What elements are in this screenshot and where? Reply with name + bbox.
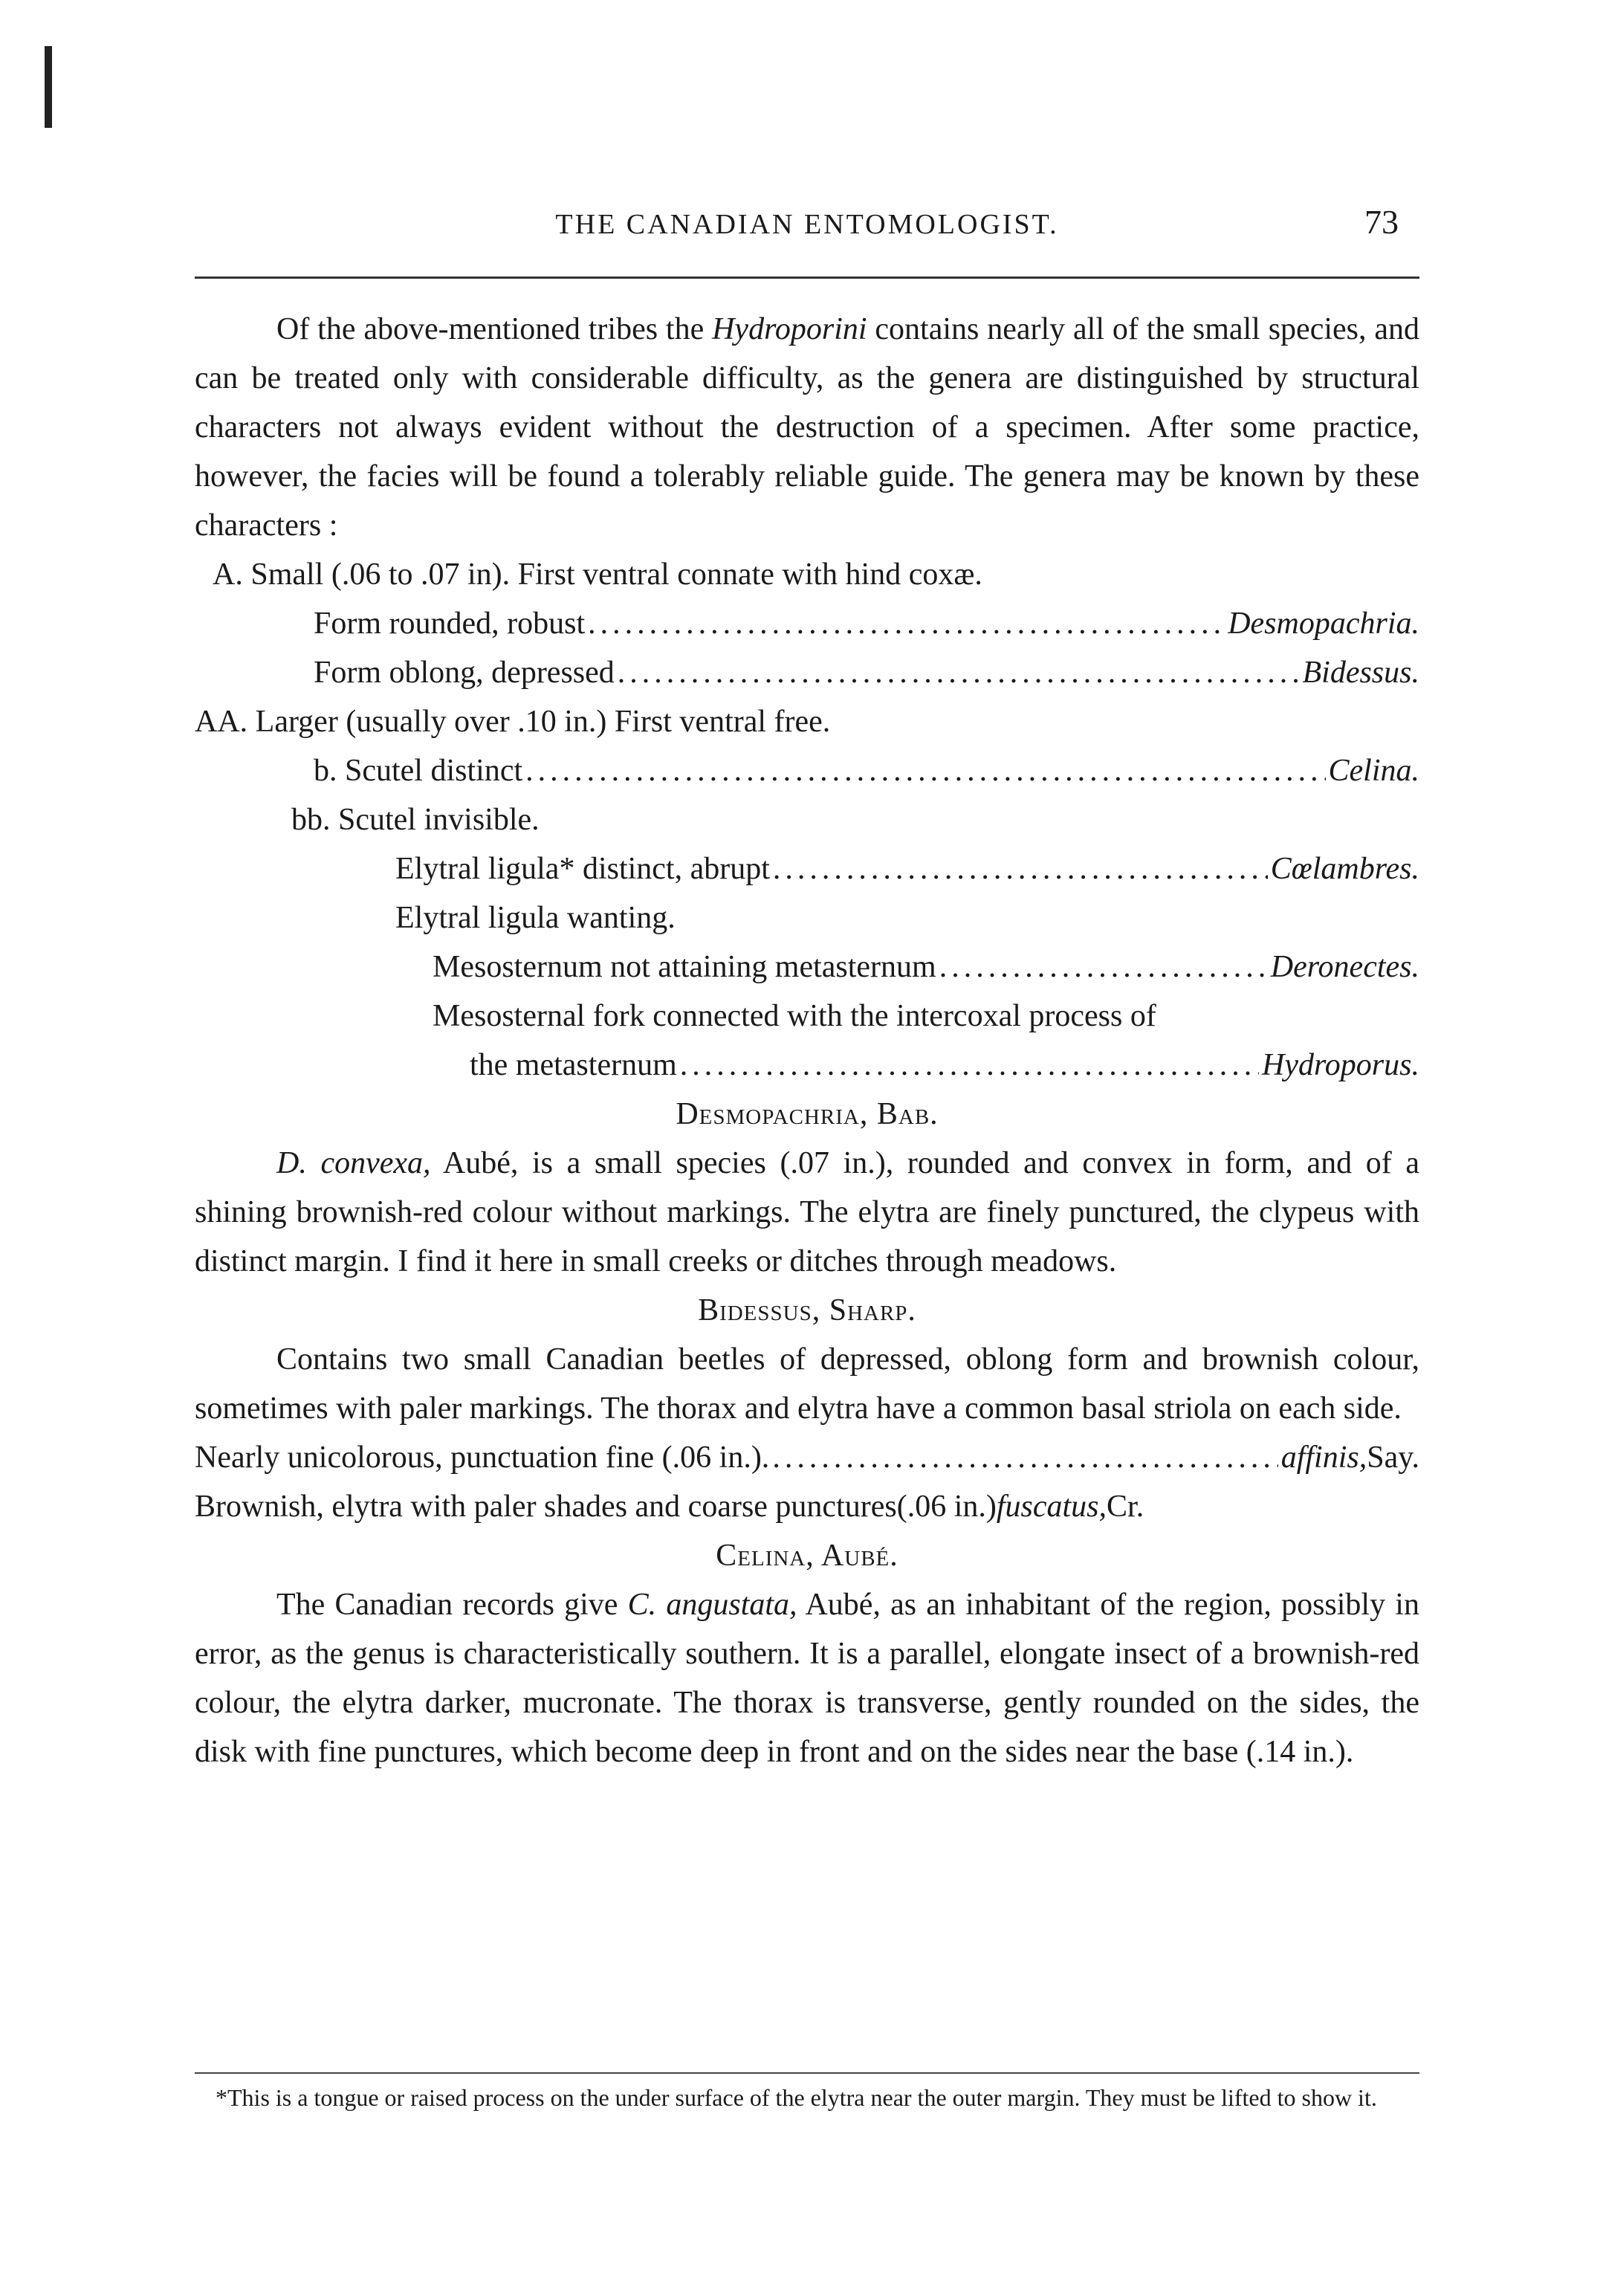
key-label: Form oblong, depressed: [314, 656, 615, 690]
key-couplet-aa: AA. Larger (usually over .10 in.) First ventral free.: [195, 705, 831, 739]
section-heading-desmopachria: Desmopachria, Bab.: [676, 1097, 939, 1131]
bidessus-entry-affinis: [195, 1433, 1419, 1482]
journal-title: THE CANADIAN ENTOMOLOGIST.: [555, 209, 1059, 240]
key-entry-celina: [195, 746, 1419, 795]
section-heading-celina: Celina, Aubé.: [716, 1539, 898, 1573]
key-label: the metasternum: [470, 1048, 677, 1082]
key-couplet-a: A. Small (.06 to .07 in). First ventral connate with hind coxæ.: [213, 557, 982, 592]
key-genus: Desmopachria.: [1228, 607, 1419, 641]
bidessus-entry-fuscatus: [195, 1482, 1419, 1531]
entry-label: Nearly unicolorous, punctuation fine (.06 in.).: [195, 1440, 770, 1475]
celina-paragraph: [195, 1580, 1419, 1776]
key-couplet-mesosternal-fork: Mesosternal fork connected with the intercoxal process of: [433, 999, 1156, 1033]
bidessus-paragraph: Contains two small Canadian beetles of depressed, oblong form and brownish colour, sometimes with paler markings. The thorax and elytra have a common basal striola on each side.: [195, 1342, 1419, 1426]
article-body: [195, 305, 1419, 1776]
key-couplet-bb: bb. Scutel invisible.: [291, 803, 540, 837]
desmopachria-paragraph: [195, 1139, 1419, 1286]
key-genus: Celina.: [1328, 754, 1419, 788]
footnote-text: *This is a tongue or raised process on the under surface of the elytra near the outer margin. They must be lifted to show it.: [216, 2084, 1377, 2111]
species-author: Cr.: [1107, 1490, 1144, 1524]
key-entry-bidessus: [195, 648, 1419, 697]
leader-dots: [618, 648, 1300, 697]
key-entry-deronectes: [195, 942, 1419, 992]
header-rule: [195, 277, 1419, 279]
intro-text-end: contains nearly all of the small species, and can be treated only with considerable difficulty, as the genera are distinguished by structural characters not always evident without the destruction of a specimen. After some practice, however, the facies will be found a tolerably reliable guide. The genera may be known by these characters :: [195, 312, 1419, 543]
genera-key: [195, 550, 1419, 1090]
key-label: Form rounded, robust: [314, 607, 586, 641]
binding-mark: [45, 46, 52, 128]
leader-dots: [525, 746, 1325, 795]
leader-dots: [588, 599, 1225, 648]
key-entry-coelambres: [195, 844, 1419, 893]
intro-tribe-name: Hydroporini: [712, 312, 867, 346]
intro-text-start: Of the above-mentioned tribes the: [276, 312, 713, 346]
leader-dots: [772, 1433, 1277, 1482]
running-header: [195, 202, 1419, 247]
species-name: affinis,: [1280, 1440, 1367, 1475]
key-genus: Cœlambres.: [1270, 852, 1419, 886]
footnote-rule: [195, 2072, 1419, 2074]
celina-text-end: Aubé, as an inhabitant of the region, possibly in error, as the genus is characteristically southern. It is a parallel, elongate insect of a brownish-red colour, the elytra darker, mucronate. The thorax is transverse, gently rounded on the sides, the disk with fine punctures, which become deep in front and on the sides near the base (.14 in.).: [195, 1588, 1419, 1769]
leader-dots: [773, 844, 1268, 893]
entry-label: Brownish, elytra with paler shades and coarse punctures(.06 in.): [195, 1490, 997, 1524]
leader-dots: [680, 1041, 1259, 1090]
key-label: Elytral ligula* distinct, abrupt: [395, 852, 770, 886]
species-name: fuscatus,: [996, 1490, 1107, 1524]
key-entry-desmopachria: [195, 599, 1419, 648]
key-entry-hydroporus: [195, 1041, 1419, 1090]
key-genus: Deronectes.: [1270, 950, 1419, 984]
key-genus: Hydroporus.: [1262, 1048, 1419, 1082]
key-label: Mesosternum not attaining metasternum: [433, 950, 936, 984]
key-couplet-ligula-wanting: Elytral ligula wanting.: [395, 901, 676, 935]
page-number: 73: [1364, 203, 1399, 241]
leader-dots: [939, 942, 1268, 992]
species-name: C. angustata,: [627, 1588, 797, 1622]
intro-paragraph: [195, 305, 1419, 550]
key-label: b. Scutel distinct: [314, 754, 523, 788]
celina-text-start: The Canadian records give: [276, 1588, 628, 1622]
section-heading-bidessus: Bidessus, Sharp.: [698, 1293, 916, 1328]
footnote: [195, 2081, 1419, 2114]
species-author: Say.: [1367, 1440, 1419, 1475]
species-name: D. convexa,: [276, 1146, 431, 1180]
desmopachria-text: Aubé, is a small species (.07 in.), rounded and convex in form, and of a shining brownish-red colour without markings. The elytra are finely punctured, the clypeus with distinct margin. I find it here in small creeks or ditches through meadows.: [195, 1146, 1419, 1278]
key-genus: Bidessus.: [1302, 656, 1419, 690]
